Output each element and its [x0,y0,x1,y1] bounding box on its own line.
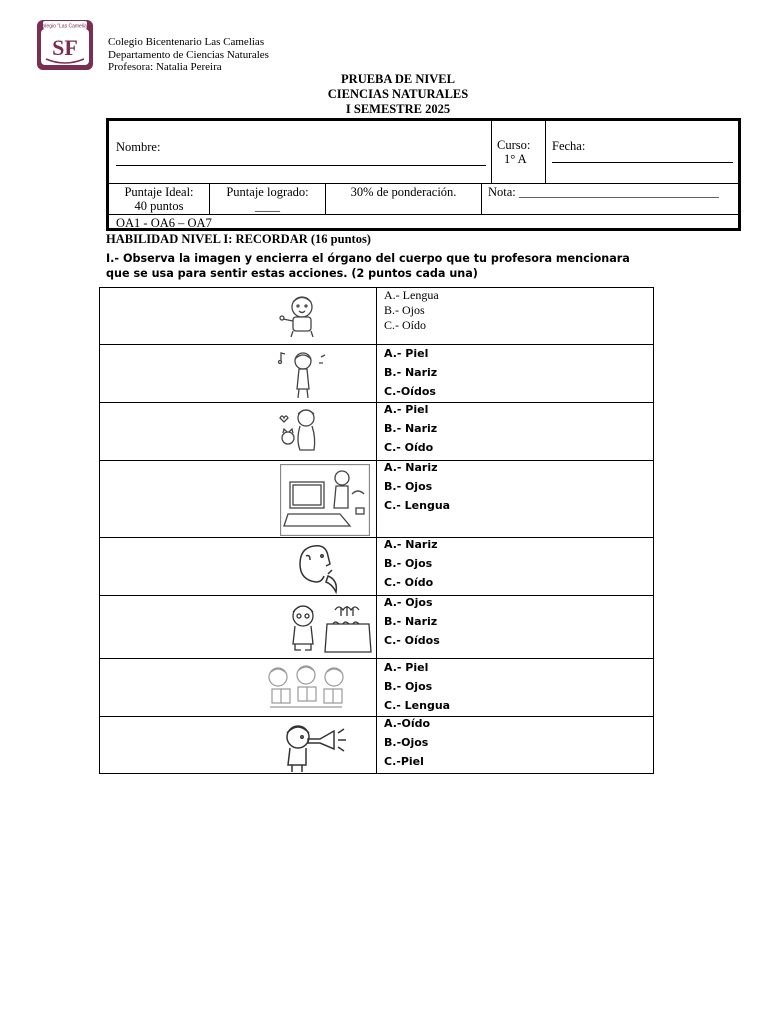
svg-text:SF: SF [52,35,78,60]
option-a[interactable]: A.- Lengua [384,288,439,302]
option-c[interactable]: C.- Oído [384,441,434,454]
nota-field[interactable]: Nota: ________________________________ [488,185,719,199]
option-b[interactable]: B.- Ojos [384,680,433,693]
ponderacion: 30% de ponderación. [350,185,457,199]
department: Departamento de Ciencias Naturales [108,48,269,61]
item-row [100,288,654,345]
option-a[interactable]: A.- Nariz [384,461,438,474]
option-a[interactable]: A.- Nariz [384,538,438,551]
item-row [100,596,654,659]
items-table [99,287,654,774]
logo-text: Colegio "Las Camelias" [38,23,92,30]
child-eating-icon [277,293,327,337]
child-smelling-pepper-icon [292,540,348,594]
item-row [100,345,654,403]
item-row [100,717,654,774]
student-info-box [106,118,741,231]
option-c[interactable]: C.-Piel [384,755,424,768]
child-megaphone-icon [276,719,352,773]
option-b[interactable]: B.- Nariz [384,422,438,435]
option-a[interactable]: A.-Oído [384,717,431,730]
puntaje-ideal: Puntaje Ideal: 40 puntos [124,185,194,213]
item-row [100,403,654,461]
girl-listening-music-icon [273,349,333,399]
teacher: Profesora: Natalia Pereira [108,61,222,73]
item-row [100,461,654,538]
fecha-label: Fecha: [552,139,586,153]
item-row [100,659,654,717]
option-c[interactable]: C.- Oído [384,318,426,332]
option-b[interactable]: B.- Ojos [384,303,425,317]
semester-title: I SEMESTRE 2025 [345,102,451,116]
children-reading-icon [264,663,348,713]
curso-label: Curso: [497,138,531,152]
school-logo [36,19,94,71]
option-c[interactable]: C.- Lengua [384,699,451,712]
child-watching-tv-icon [280,464,370,536]
option-a[interactable]: A.- Ojos [384,596,433,609]
option-c[interactable]: C.- Oídos [384,634,440,647]
option-b[interactable]: B.- Nariz [384,615,438,628]
option-c[interactable]: C.-Oídos [384,385,436,398]
option-b[interactable]: B.- Ojos [384,557,433,570]
school-name: Colegio Bicentenario Las Camelias [108,36,265,48]
option-b[interactable]: B.- Ojos [384,480,433,493]
girl-hugging-cat-icon [274,406,330,458]
option-b[interactable]: B.-Ojos [384,736,429,749]
question-instructions: I.- Observa la imagen y encierra el órgano del cuerpo que tu profesora mencionara que se usa para sentir estas acciones. (2 puntos cada una) [106,252,630,280]
option-c[interactable]: C.- Lengua [384,499,451,512]
nombre-label: Nombre: [116,140,161,154]
nombre-field[interactable] [116,165,486,166]
option-a[interactable]: A.- Piel [384,347,429,360]
option-a[interactable]: A.- Piel [384,661,429,674]
test-title: PRUEBA DE NIVEL [341,72,455,86]
school-info [108,36,269,74]
section-title: HABILIDAD NIVEL I: RECORDAR (16 puntos) [106,232,371,246]
option-a[interactable]: A.- Piel [384,403,429,416]
item-row [100,538,654,596]
fecha-field[interactable] [552,162,733,163]
curso-value: 1° A [504,152,527,166]
puntaje-logrado: Puntaje logrado: ____ [226,185,309,213]
objectives: OA1 - OA6 – OA7 [116,216,212,230]
subject-title: CIENCIAS NATURALES [327,87,469,101]
child-smelling-cake-icon [283,598,373,656]
option-c[interactable]: C.- Oído [384,576,434,589]
option-b[interactable]: B.- Nariz [384,366,438,379]
